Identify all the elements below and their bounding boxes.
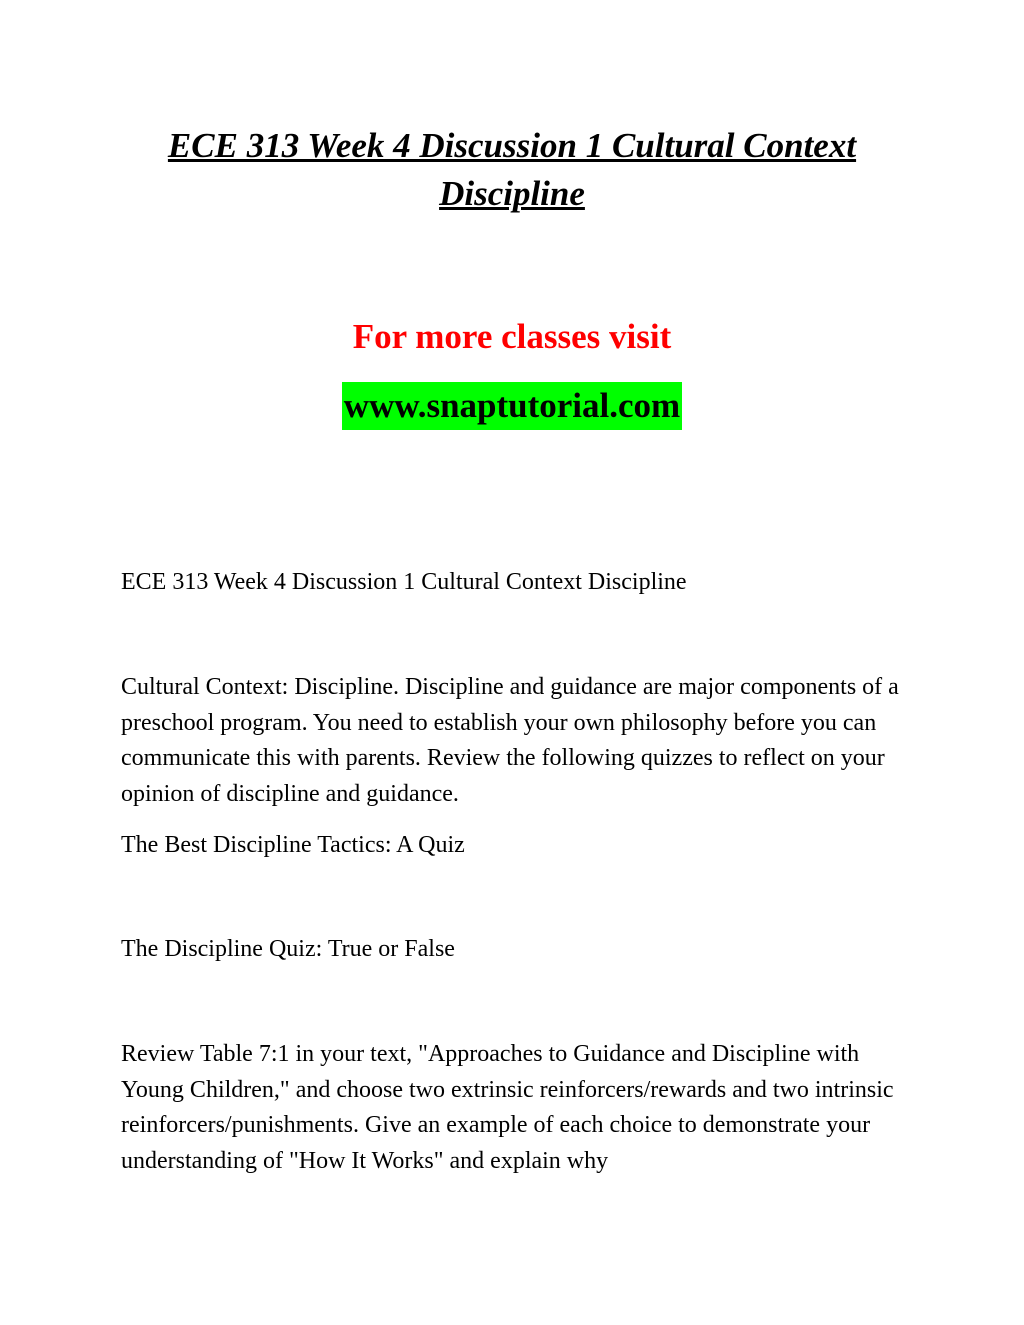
review-paragraph: Review Table 7:1 in your text, "Approaches to Guidance and Discipline with Young Children," and choose two extrinsic reinforcers/rewards and two intrinsic reinforcers/punishments. Give an example of each choice to demonstrate your understanding of "How It Works" and explain why (121, 1041, 894, 1174)
document-title: ECE 313 Week 4 Discussion 1 Cultural Context Discipline (167, 126, 857, 213)
quiz-title-1: The Best Discipline Tactics: A Quiz (121, 832, 465, 858)
section-heading: ECE 313 Week 4 Discussion 1 Cultural Context Discipline (121, 569, 687, 595)
quiz-title-2: The Discipline Quiz: True or False (121, 936, 455, 962)
promo-link[interactable]: www.snaptutorial.com (342, 382, 682, 430)
promo-link-row (0, 382, 1024, 430)
promo-text: For more classes visit (352, 317, 672, 356)
intro-paragraph: Cultural Context: Discipline. Discipline and guidance are major components of a preschool program. You need to establish your own philosophy before you can communicate this with parents. Review the following quizzes to reflect on your opinion of discipline and guidance. (121, 674, 899, 807)
